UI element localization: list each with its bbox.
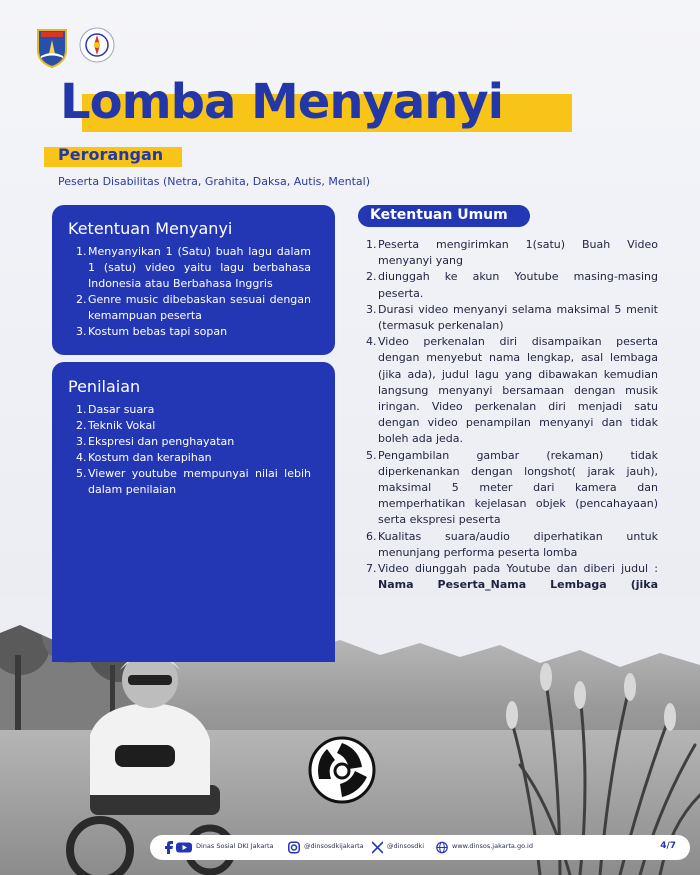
list-text: Genre music dibebaskan sesuai dengan kemampuan peserta <box>88 293 311 322</box>
ketentuan-umum-heading: Ketentuan Umum <box>370 207 508 223</box>
list-text: Menyanyikan 1 (Satu) buah lagu dalam 1 (satu) video yaitu lagu berbahasa Indonesia atau Berbahasa Inggris <box>88 245 311 290</box>
list-number: 6. <box>366 529 377 543</box>
list-item <box>366 448 658 529</box>
list-text: Kostum bebas tapi sopan <box>88 325 228 338</box>
list-number: 1. <box>76 245 87 258</box>
list-item <box>366 334 658 447</box>
list-item <box>76 418 311 434</box>
list-text: Teknik Vokal <box>88 419 156 432</box>
list-number: 2. <box>76 293 87 306</box>
list-item <box>76 292 311 324</box>
page-number: 4/7 <box>660 841 676 851</box>
list-text: Kualitas suara/audio diperhatikan untuk menunjang performa peserta lomba <box>378 529 658 559</box>
footer-website[interactable]: www.dinsos.jakarta.go.id <box>452 842 533 850</box>
list-item <box>76 402 311 418</box>
list-text: Ekspresi dan penghayatan <box>88 435 235 448</box>
list-text: Video diunggah pada Youtube dan diberi judul : <box>378 562 658 576</box>
list-text: Pengambilan gambar (rekaman) tidak diperkenankan dengan longshot( jarak jauh), maksimal 5 meter dari kamera dan memperhatikan kejelasan objek (pencahayaan) serta ekspresi peserta <box>378 448 658 527</box>
footer-instagram[interactable]: @dinsosdkijakarta <box>304 842 364 850</box>
participant-tagline: Peserta Disabilitas (Netra, Grahita, Daksa, Autis, Mental) <box>58 175 370 188</box>
ketentuan-umum-pill <box>358 205 530 227</box>
list-item <box>76 324 311 340</box>
list-text: diunggah ke akun Youtube masing-masing peserta. <box>378 270 658 300</box>
list-number: 2. <box>76 419 87 432</box>
video-title-format: Nama Peserta_Nama Lembaga (jika <box>378 578 658 592</box>
list-item <box>366 302 658 334</box>
ketentuan-menyanyi-panel <box>52 205 335 355</box>
list-text: Dasar suara <box>88 403 155 416</box>
list-number: 3. <box>366 302 377 316</box>
penilaian-heading: Penilaian <box>68 377 141 396</box>
list-text: Kostum dan kerapihan <box>88 451 212 464</box>
page-subtitle: Perorangan <box>58 145 164 164</box>
list-item <box>366 529 658 561</box>
list-number: 4. <box>76 451 87 464</box>
list-text: Viewer youtube mempunyai nilai lebih dalam penilaian <box>88 467 311 496</box>
list-number: 3. <box>76 325 87 338</box>
list-number: 2. <box>366 270 377 284</box>
footer-x[interactable]: @dinsosdki <box>387 842 424 850</box>
footer-facebook-youtube[interactable]: Dinas Sosial DKI Jakarta <box>196 842 274 850</box>
list-number: 1. <box>76 403 87 416</box>
globe-icon[interactable] <box>436 841 448 854</box>
youtube-icon[interactable] <box>176 841 192 854</box>
list-item <box>76 244 311 292</box>
list-text: Durasi video menyanyi selama maksimal 5 menit (termasuk perkenalan) <box>378 302 658 333</box>
instagram-icon[interactable] <box>288 841 300 854</box>
torn-paper-edge <box>0 595 700 685</box>
list-number: 1. <box>366 238 377 251</box>
footer-bar <box>150 835 690 860</box>
ketentuan-menyanyi-heading: Ketentuan Menyanyi <box>68 219 233 238</box>
list-item <box>76 450 311 466</box>
list-number: 5. <box>366 448 377 462</box>
penilaian-list <box>76 402 311 498</box>
list-number: 3. <box>76 435 87 448</box>
page-title: Lomba Menyanyi <box>60 74 504 130</box>
x-icon[interactable] <box>372 841 383 854</box>
dinas-sosial-logo-icon <box>79 27 115 63</box>
list-item <box>366 237 658 269</box>
ketentuan-menyanyi-list <box>76 244 311 340</box>
list-text: Video perkenalan diri disampaikan peserta dengan menyebut nama lengkap, asal lembaga (jika ada), judul lagu yang dibawakan kemudian langsung menyanyi bersamaan dengan musik iringan. Video perkenalan diri menjadi satu dengan video penampilan menyanyi dan tidak boleh ada jeda. <box>378 335 658 446</box>
dki-jakarta-crest-icon <box>35 28 69 68</box>
hdi-emblem-icon <box>307 735 377 805</box>
list-text: Peserta mengirimkan 1(satu) Buah Video menyanyi yang <box>378 238 658 268</box>
list-number: 7. <box>366 562 377 576</box>
list-item <box>76 434 311 450</box>
facebook-icon[interactable] <box>164 841 173 854</box>
list-item <box>366 269 658 301</box>
list-item <box>76 466 311 498</box>
list-number: 5. <box>76 467 87 480</box>
list-number: 4. <box>366 335 377 349</box>
